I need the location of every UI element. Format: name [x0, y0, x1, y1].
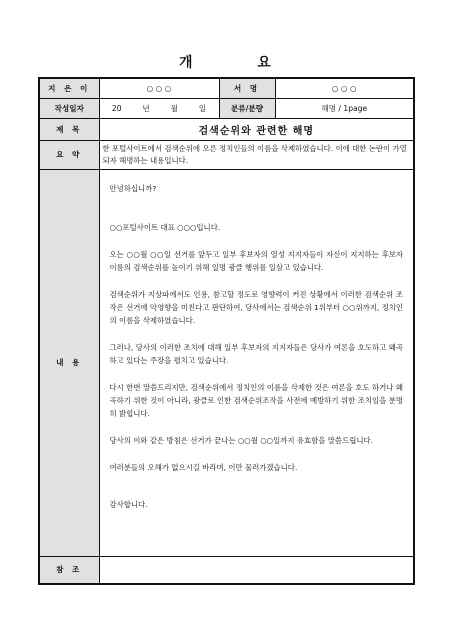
- content-body: [99, 169, 414, 556]
- summary-value: 한 포털사이트에서 검색순위에 오른 정치인들의 이름을 삭제하였습니다. 이에 대한 논란이 가열되자 해명하는 내용입니다.: [99, 140, 414, 169]
- content-paragraph: 당사의 이와 같은 방침은 선거가 끝나는 ○○월 ○○일까지 유효함을 말씀드립니다.: [109, 435, 373, 445]
- summary-label: 요 약: [39, 140, 99, 169]
- reference-label: 참 조: [39, 556, 99, 584]
- author-label: 지 은 이: [39, 78, 99, 98]
- content-paragraph: ○○포털사이트 대표 ○○○입니다.: [109, 222, 221, 232]
- category-value: 해명 / 1page: [275, 98, 414, 118]
- date-value: [99, 98, 219, 118]
- content-paragraph: 감사합니다.: [109, 499, 148, 509]
- content-paragraph: 여러분들의 오해가 없으시길 바라며, 이만 물러가겠습니다.: [109, 462, 298, 472]
- date-month-unit: 월: [170, 103, 178, 113]
- signature-label: 서 명: [219, 78, 275, 98]
- date-year: 20: [111, 103, 122, 113]
- subject-value: 검색순위와 관련한 해명: [99, 118, 414, 140]
- document-title: 개 요: [179, 55, 301, 71]
- content-label: 내 용: [39, 169, 99, 556]
- date-label: 작성일자: [39, 98, 99, 118]
- subject-label: 제 목: [39, 118, 99, 140]
- content-paragraph: 검색순위가 지상파에서도 인용, 참고할 정도로 영향력이 커진 상황에서 이러한 검색순위 조작은 선거에 악영향을 미친다고 판단하여, 당사에서는 검색순위 1위부터 ○○위까지, 정치인의 이름을 삭제하였습니다.: [109, 289, 403, 325]
- content-paragraph: 오는 ○○월 ○○일 선거를 앞두고 일부 후보자의 열성 지지자들이 자신이 지지하는 후보자 이름의 검색순위를 높이기 위해 일명 광클 행위를 일삼고 있습니다.: [109, 249, 403, 272]
- content-paragraph: 안녕하십니까?: [109, 183, 157, 193]
- content-paragraph: 그러나, 당사의 이러한 조치에 대해 일부 후보자의 지지자들은 당사가 여론을 호도하고 왜곡하고 있다는 주장을 펼치고 있습니다.: [109, 342, 403, 365]
- reference-value: [99, 556, 414, 584]
- category-label: 분류/분량: [219, 98, 275, 118]
- date-year-unit: 년: [142, 103, 150, 113]
- date-day-unit: 일: [198, 103, 207, 113]
- signature-value: ○ ○ ○: [275, 78, 414, 98]
- overview-table: [38, 77, 415, 585]
- content-paragraph: 다시 한번 말씀드리지만, 검색순위에서 정치인의 이름을 삭제한 것은 여론을 호도 하거나 왜곡하기 위한 것이 아니라, 광클로 인한 검색순위조작을 사전에 예방하기 위한 조치임을 분명히 밝힙니다.: [109, 382, 403, 418]
- author-value: ○ ○ ○: [99, 78, 219, 98]
